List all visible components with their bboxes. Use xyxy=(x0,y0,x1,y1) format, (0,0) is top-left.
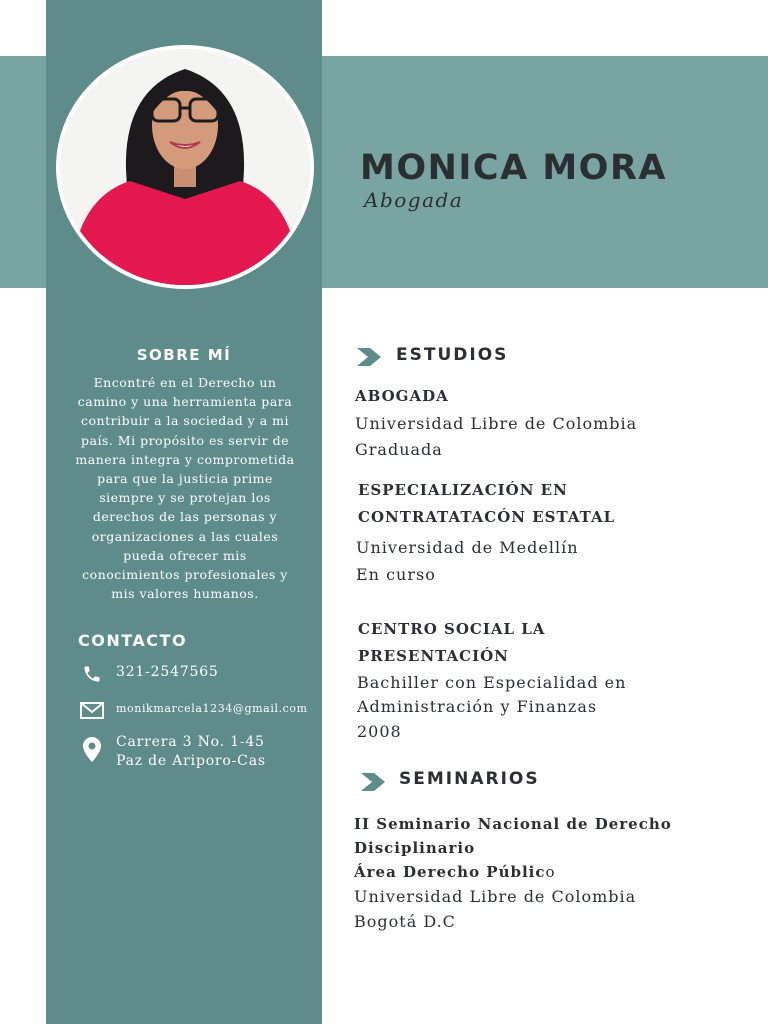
study-status: Graduada xyxy=(355,440,443,459)
contact-email[interactable]: monikmarcela1234@gmail.com xyxy=(116,702,308,715)
candidate-name: MONICA MORA xyxy=(360,148,667,188)
address-line-2: Paz de Ariporo-Cas xyxy=(116,753,266,769)
seminar-area-bold: Área Derecho Públic xyxy=(354,863,546,881)
study-title: ESPECIALIZACIÓN EN xyxy=(358,481,568,499)
seminar-location: Bogotá D.C xyxy=(354,912,456,931)
chevron-right-icon xyxy=(361,773,385,795)
about-text: Encontré en el Derecho un camino y una herramienta para contribuir a la sociedad y a mi país. Mi propósito es servir de manera integra y comprometida para que la justicia prime siempre y se protejan los derechos de las personas y organizaciones a las cuales pueda ofrecer mis conocimientos profesionales y mis valores humanos. xyxy=(75,375,295,602)
profile-photo xyxy=(56,45,314,289)
seminar-title: Disciplinario xyxy=(354,839,476,857)
study-status: En curso xyxy=(356,565,436,584)
contact-address xyxy=(116,733,266,771)
chevron-right-icon xyxy=(357,348,381,370)
study-description: Administración y Finanzas xyxy=(357,697,598,716)
seminars-heading: SEMINARIOS xyxy=(399,769,540,789)
phone-icon xyxy=(82,664,102,688)
study-title: PRESENTACIÓN xyxy=(358,647,509,665)
study-institution: Universidad de Medellín xyxy=(356,538,579,557)
seminar-title: II Seminario Nacional de Derecho xyxy=(354,815,672,833)
address-line-1: Carrera 3 No. 1-45 xyxy=(116,734,265,750)
studies-heading: ESTUDIOS xyxy=(396,345,509,365)
seminar-institution: Universidad Libre de Colombia xyxy=(354,887,637,906)
contact-heading: CONTACTO xyxy=(78,631,188,650)
seminar-area-rest: o xyxy=(545,863,556,881)
mail-icon xyxy=(80,702,104,723)
study-year: 2008 xyxy=(357,722,402,741)
study-description: Bachiller con Especialidad en xyxy=(357,673,627,692)
study-title: CENTRO SOCIAL LA xyxy=(358,620,546,638)
candidate-title: Abogada xyxy=(364,188,464,212)
study-title: CONTRATATACÓN ESTATAL xyxy=(358,508,616,526)
about-heading: SOBRE MÍ xyxy=(136,346,232,364)
study-title: ABOGADA xyxy=(355,387,449,405)
contact-phone[interactable]: 321-2547565 xyxy=(116,664,219,680)
seminar-area xyxy=(354,863,556,881)
location-pin-icon xyxy=(83,737,101,766)
study-institution: Universidad Libre de Colombia xyxy=(355,414,638,433)
